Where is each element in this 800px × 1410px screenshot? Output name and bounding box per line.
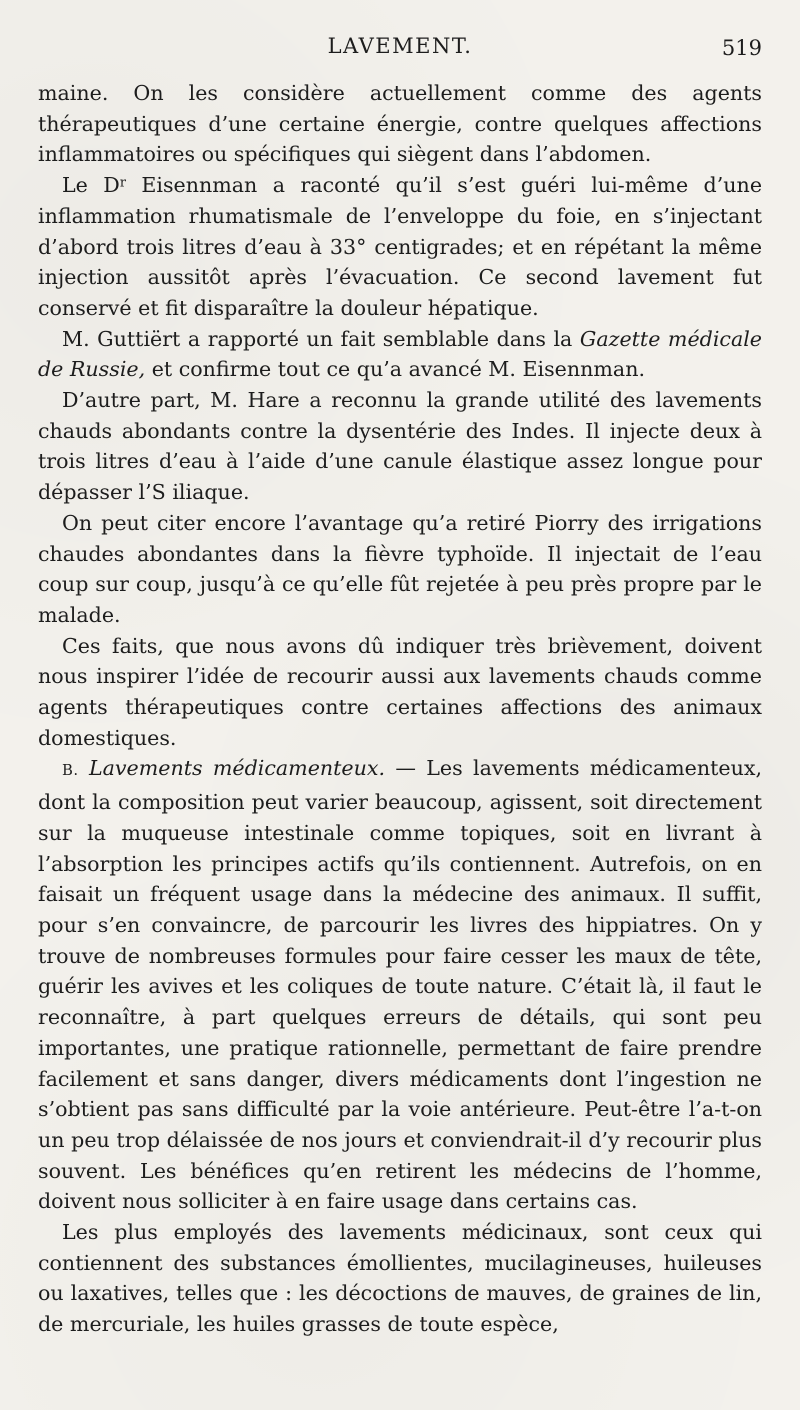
paragraph-medicinal-enemas-text: — Les lavements médicamenteux, dont la composition peut varier beaucoup, agissent, soit directement sur la muqueuse intestinale comme topiques, soit en livrant à l’absorption les principes actifs qu’ils contiennent. Autrefois, on en faisait un fréquent usage dans la médecine des animaux. Il suffit, pour s’en convaincre, de parcourir les livres des hippiatres. On y trouve de nombreuses formules pour faire cesser les maux de tête, guérir les avives et les coliques de toute nature. C’était là, il faut le reconnaître, à part quelques erreurs de détails, qui sont peu importantes, une pratique rationnelle, permettant de faire prendre facilement et sans danger, divers médicaments dont l’ingestion ne s’obtient pas sans difficulté par la voie antérieure. Peut-être l’a-t-on un peu trop délaissée de nos jours et conviendrait-il d’y recourir plus souvent. Les bénéfices qu’en retirent les médecins de l’homme, doivent nous solliciter à en faire usage dans certains cas. bbox=[38, 756, 762, 1214]
running-title: LAVEMENT. bbox=[327, 34, 473, 58]
section-heading: Lavements médicamenteux. bbox=[88, 756, 386, 781]
paragraph-common-enemas: Les plus employés des lavements médicinaux, sont ceux qui contiennent des substances émollientes, mucilagineuses, huileuses ou laxatives, telles que : les décoctions de mauves, de graines de lin, de mercuriale, les huiles grasses de toute espèce, bbox=[38, 1220, 762, 1337]
paragraph-piorry: On peut citer encore l’avantage qu’a retiré Piorry des irrigations chaudes abondantes dans la fièvre typhoïde. Il injectait de l’eau coup sur coup, jusqu’à ce qu’elle fût rejetée à peu près propre par le malade. bbox=[38, 510, 762, 627]
paragraph-hare: D’autre part, M. Hare a reconnu la grande utilité des lavements chauds abondants contre la dysentérie des Indes. Il injecte deux à trois litres d’eau à l’aide d’une canule élastique assez longue pour dépasser l’S iliaque. bbox=[38, 388, 762, 505]
paragraph-guttiert bbox=[38, 324, 762, 385]
paragraph-medicinal-enemas bbox=[38, 753, 762, 1217]
paragraph-eisennman bbox=[38, 170, 762, 324]
section-label: B. bbox=[62, 762, 79, 780]
paragraph-continued: maine. On les considère actuellement comme des agents thérapeutiques d’une certaine énergie, contre quelques affections inflammatoires ou spécifiques qui siègent dans l’abdomen. bbox=[38, 81, 762, 167]
journal-title: Gazette médicale de Russie, bbox=[38, 326, 762, 382]
paragraph-guttiert-rest: et confirme tout ce qu’a avancé M. Eisennman. bbox=[145, 357, 646, 382]
paragraph-eisennman-start: Le D bbox=[62, 173, 120, 198]
paragraph-eisennman-rest: Eisennman a raconté qu’il s’est guéri lui-même d’une inflammation rhumatismale de l’enveloppe du foie, en s’injectant d’abord trois litres d’eau à 33° centigrades; et en répétant la même injection aussitôt après l’évacuation. Ce second lavement fut conservé et fit disparaître la douleur hépatique. bbox=[38, 173, 763, 320]
doctor-superscript: r bbox=[119, 175, 126, 191]
body-text bbox=[38, 78, 762, 1340]
paragraph-summary: Ces faits, que nous avons dû indiquer très brièvement, doivent nous inspirer l’idée de recourir aussi aux lavements chauds comme agents thérapeutiques contre certaines affections des animaux domestiques. bbox=[38, 633, 762, 750]
paragraph-guttiert-start: M. Guttiërt a rapporté un fait semblable dans la bbox=[62, 326, 580, 351]
running-header bbox=[38, 32, 762, 62]
page-number: 519 bbox=[721, 36, 762, 60]
